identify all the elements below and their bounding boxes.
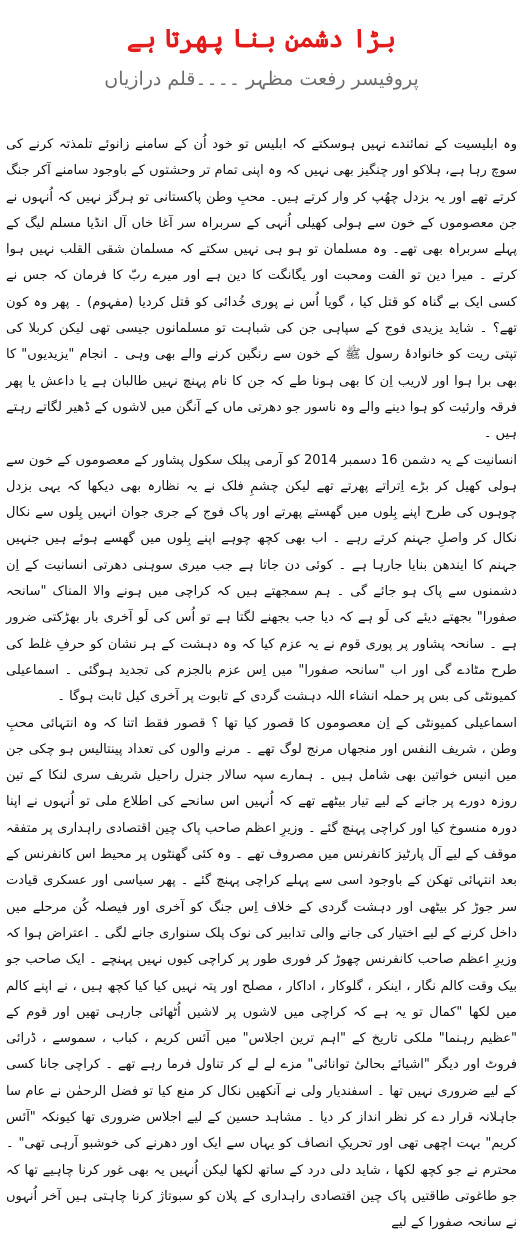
author-byline: پروفیسر رفعت مظہر ۔۔۔۔قلم درازیاں [104, 68, 419, 90]
article-header [6, 0, 517, 98]
article-paragraph: وہ ابلیسیت کے نمائندے نہیں ہوسکتے کہ ابلیس تو خود اُن کے سامنے زانوئے تلمذتہ کرنے کی سوچ رہا ہے، ہلاکو اور چنگیز بھی نہیں کہ وہ اپنی تمام تر وحشتوں کے باوجود سامنے آکر جنگ کرتے تھے اور یہ بزدل چھُپ کر وار کرتے ہیں۔ محبِ وطن پاکستانی تو ہرگز نہیں کہ اُنہوں نے جن معصوموں کے خون سے ہولی کھیلی اُنہی کے سربراہ سر آغا خاں آل انڈیا مسلم لیگ کے پہلے سربراہ بھی تھے۔ وہ مسلمان تو ہو ہی نہیں سکتے کہ مسلمان شقی القلب نہیں ہوا کرتے ۔ میرا دین تو الفت ومحبت اور یگانگت کا دین ہے اور میرے ربّ کا فرمان کہ جس نے کسی ایک بے گناہ کو قتل کیا ، گویا اُس نے پوری خُدائی کو قتل کردیا (مفہوم) ۔ پھر وہ کون تھے؟ ۔ شاید یزیدی فوج کے سپاہی جن کی شباہت تو مسلمانوں جیسی تھی لیکن کربلا کی تپتی ریت کو خانوادۂ رسول ﷺ کے خون سے رنگین کرنے والے بھی وہی ۔ انجام "یزیدیوں" کا بھی برا ہوا اور لاریب اِن کا بھی ہونا طے کہ جن کا نام پہنچ نہیں طالبان ہے یا داعش یا پھر فرقہ وارئیت کو ہوا دینے والے وہ ناسور جو دھرتی ماں کے آنگن میں لاشوں کے ڈھیر لگاتے رہتے ہیں ۔ [6, 137, 517, 442]
article-body [6, 132, 517, 1236]
article-paragraph: اسماعیلی کمیونٹی کے اِن معصوموں کا قصور کیا تھا ؟ قصور فقط اتنا کہ وہ انتہائی محبِ وطن ، شریف النفس اور منجھاں مرنج لوگ تھے ۔ مرنے والوں کی تعداد پینتالیس ہو چکی جن میں انیس خواتین بھی شامل ہیں ۔ ہمارے سپہ سالار جنرل راحیل شریف سری لنکا کے تین روزہ دورے پر جانے کے لیے تیار بیٹھے تھے کہ اُنہیں اس سانحے کی اطلاع ملی تو اُنہوں نے اپنا دورہ منسوخ کیا اور کراچی پہنچ گئے ۔ وزیرِ اعظم صاحب پاک چین اقتصادی راہداری پر متفقہ موقف کے لیے آل پارٹیز کانفرنس میں مصروف تھے ۔ وہ کئی گھنٹوں پر محیط اس کانفرنس کے بعد انتہائی تھکن کے باوجود اسی سے پہلے کراچی پہنچ گئے ۔ پھر سیاسی اور عسکری قیادت سر جوڑ کر بیٹھی اور دہشت گردی کے خلاف اِس جنگ کو آخری اور فیصلہ کُن مرحلے میں داخل کرنے کے لیے اختیار کی جانے والی تدابیر کی نوک پلک سنواری جانے لگی ۔ اعتراض ہوا کہ وزیرِ اعظم صاحب کانفرنس چھوڑ کر فوری طور پر کراچی کیوں نہیں پہنچے ۔ ایک صاحب جو بیک وقت کالم نگار ، اینکر ، گلوکار ، اداکار ، مصلح اور پتہ نہیں کیا کیا کچھ ہیں ، نے اپنے کالم میں لکھا "کمال تو یہ ہے کہ کراچی میں لاشوں پر لاشیں اُٹھائی جارہی تھیں اور قوم کے "عظیم رہنما" ملکی تاریخ کے "اہم ترین اجلاس" میں آئس کریم ، کباب ، سموسے ، ڈرائی فروٹ اور دیگر "اشیائے بحالیٔ توانائی" مزے لے لے کر تناول فرما رہے تھے ۔ کراچی جانا کسی کے لیے ضروری نہیں تھا ۔ اسفندیار ولی نے آنکھیں نکال کر منع کیا تو فضل الرحمٰن نے عام سا جاہلانہ قرار دے کر نظر انداز کر دیا ۔ مشاہد حسین کے لیے اجلاس ضروری تھا کیونکہ "آئس کریم" بہت اچھی تھی اور تحریکِ انصاف کو یہاں سے ایک اور دھرنے کی خوشبو آرہی تھی" ۔ محترم نے جو کچھ لکھا ، شاید دلی درد کے ساتھ لکھا لیکن اُنہیں یہ بھی غور کرنا چاہیے تھا کہ جو طاغوتی طاقتیں پاک چین اقتصادی راہداری کے پلان کو سبوتاژ کرنا چاہتی ہیں آخر اُنہوں نے سانحہ صفورا کے لیے [6, 715, 517, 1231]
article-paragraph: انسانیت کے یہ دشمن 16 دسمبر 2014 کو آرمی پبلک سکول پشاور کے معصوموں کے خون سے ہولی کھیل کر بڑے اِتراتے پھرتے تھے لیکن چشمِ فلک نے یہ نظارہ بھی دیکھا کہ یہی بزدل چوہوں کی طرح اپنے بِلوں میں گھستے پھرتے اور پاک فوج کے جری جوان انہیں بِلوں سے نکال نکال کر واصلِ جہنم کرتے رہے ۔ اب بھی کچھ چوہے اپنے بِلوں میں گھسے ہوئے ہیں جنہیں جہنم کا ایندھن بنایا جارہا ہے ۔ کوئی دن جاتا ہے جب میری سوہنی دھرتی انسانیت کے اِن دشمنوں سے پاک ہو جائے گی ۔ ہم سمجھتے ہیں کہ کراچی میں ہونے والا المناک "سانحہ صفورا" بجھتے دیئے کی لَو ہے کہ دیا جب بجھنے لگتا ہے تو اُس کی لَو آخری بار بھڑکتی ضرور ہے ۔ سانحہ پشاور پر پوری قوم نے یہ عزم کیا کہ وہ دہشت کے ہر نشان کو حرفِ غلط کی طرح مٹادے گی اور اب "سانحہ صفورا" میں اِس عزم بالجزم کی تجدید ہوگئی ۔ اسماعیلی کمیونٹی کی بس پر حملہ انشاء اللہ دہشت گردی کے تابوت پر آخری کیل ثابت ہوگا ۔ [6, 452, 518, 705]
article-title: بڑا دشمن بنا پھرتا ہے [126, 24, 397, 53]
